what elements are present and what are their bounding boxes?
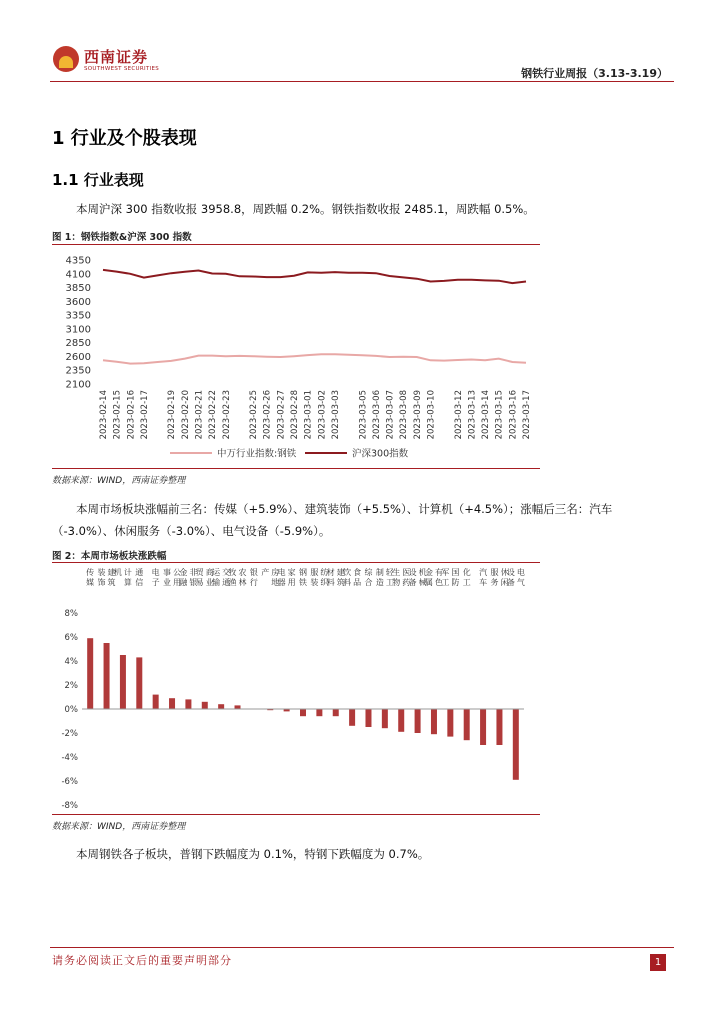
svg-text:易: 易: [195, 578, 204, 587]
x-tick-label: 2023-02-28: [290, 390, 301, 440]
svg-text:闲: 闲: [500, 578, 509, 587]
figure2-source: 数据来源：WIND，西南证券整理: [52, 822, 186, 832]
svg-text:渔: 渔: [228, 578, 237, 587]
y-tick-label: -8%: [61, 801, 78, 811]
category-label: [98, 567, 116, 587]
svg-text:钢: 钢: [299, 568, 307, 577]
svg-text:国: 国: [451, 568, 460, 577]
bar: [169, 698, 175, 709]
figure1-source: 数据来源：WIND，西南证券整理: [52, 476, 186, 486]
x-tick-label: 2023-03-15: [494, 390, 505, 440]
steel-index-line: [103, 354, 526, 363]
svg-text:建: 建: [107, 568, 116, 577]
svg-text:色: 色: [434, 578, 443, 587]
x-tick-label: 2023-03-06: [371, 390, 382, 440]
y-tick-label: 3350: [65, 310, 91, 322]
svg-text:备: 备: [408, 578, 417, 587]
x-tick-label: 2023-03-02: [317, 390, 328, 440]
svg-text:林: 林: [238, 578, 247, 587]
bar: [398, 709, 404, 732]
svg-text:织: 织: [320, 578, 329, 587]
x-tick-label: 2023-03-10: [426, 390, 437, 440]
x-tick-label: 2023-02-17: [139, 390, 150, 440]
bar: [382, 709, 388, 728]
svg-text:传: 传: [86, 568, 95, 577]
svg-text:非: 非: [189, 568, 198, 577]
svg-text:械: 械: [418, 578, 427, 587]
bar: [120, 655, 126, 709]
figure2-bottom-rule: [52, 814, 540, 815]
svg-text:工: 工: [441, 578, 450, 587]
svg-text:综: 综: [364, 568, 373, 577]
paragraph-subsector: 本周钢铁各子板块，普钢下跌幅度为 0.1%，特钢下跌幅度为 0.7%。: [76, 847, 430, 861]
x-tick-label: 2023-02-16: [126, 390, 137, 440]
svg-text:合: 合: [364, 578, 373, 587]
svg-text:汽: 汽: [479, 568, 488, 577]
y-tick-label: 3850: [65, 283, 91, 295]
svg-text:公: 公: [173, 568, 182, 577]
x-tick-label: 2023-03-05: [358, 390, 369, 440]
svg-text:房: 房: [271, 568, 280, 577]
y-tick-label: 2350: [65, 365, 91, 377]
logo-icon: [53, 46, 79, 72]
category-label: [441, 568, 459, 587]
subsection-heading: 1.1 行业表现: [52, 171, 144, 189]
x-tick-label: 2023-03-13: [467, 390, 478, 440]
svg-text:计: 计: [123, 568, 132, 577]
category-label: [212, 567, 230, 587]
legend-label-hs300: 沪深300指数: [352, 448, 409, 460]
svg-text:贸: 贸: [195, 568, 204, 577]
figure1-caption: 图 1：钢铁指数&沪深 300 指数: [52, 232, 192, 243]
category-label: [163, 567, 181, 587]
category-label: [250, 567, 258, 587]
svg-text:输: 输: [212, 578, 221, 587]
bar: [218, 704, 224, 709]
svg-text:料: 料: [326, 578, 335, 587]
category-label: [114, 567, 132, 587]
svg-text:有: 有: [434, 568, 443, 577]
x-tick-label: 2023-03-09: [412, 390, 423, 440]
bar: [87, 638, 93, 709]
category-label: [299, 567, 307, 587]
bar: [447, 709, 453, 737]
svg-text:服: 服: [310, 568, 319, 577]
bar: [415, 709, 421, 733]
x-tick-label: 2023-03-07: [385, 390, 396, 440]
svg-text:食: 食: [353, 568, 362, 577]
figure1-top-rule: [52, 244, 540, 245]
y-tick-label: 4%: [64, 657, 78, 667]
svg-text:银: 银: [249, 568, 258, 577]
svg-text:事: 事: [163, 568, 172, 577]
svg-text:纺: 纺: [320, 568, 329, 577]
category-label: [135, 567, 143, 587]
svg-text:农: 农: [238, 568, 247, 577]
header-divider: [50, 81, 674, 82]
svg-text:产: 产: [261, 568, 270, 577]
y-tick-label: 4350: [65, 255, 91, 267]
x-tick-label: 2023-03-03: [330, 390, 341, 440]
bar: [496, 709, 502, 745]
svg-text:家: 家: [287, 568, 296, 577]
x-tick-label: 2023-02-20: [180, 390, 191, 440]
section-heading: 1 行业及个股表现: [52, 128, 197, 149]
svg-text:银: 银: [189, 578, 198, 587]
svg-text:备: 备: [506, 578, 515, 587]
svg-text:电: 电: [516, 568, 525, 577]
category-label: [179, 567, 197, 587]
svg-text:融: 融: [179, 578, 188, 587]
svg-text:铁: 铁: [299, 578, 307, 587]
svg-text:工: 工: [462, 578, 471, 587]
svg-text:制: 制: [375, 568, 384, 577]
y-tick-label: 3100: [65, 324, 91, 336]
x-tick-label: 2023-02-27: [276, 390, 287, 440]
svg-text:军: 军: [441, 568, 450, 577]
logo-subtitle: SOUTHWEST SECURITIES: [84, 66, 160, 72]
svg-text:通: 通: [135, 568, 144, 577]
svg-text:算: 算: [123, 578, 132, 587]
svg-text:业: 业: [163, 578, 172, 587]
svg-text:金: 金: [424, 568, 433, 577]
svg-text:材: 材: [326, 568, 335, 577]
y-tick-label: 2850: [65, 338, 91, 350]
category-label: [278, 567, 296, 587]
x-tick-label: 2023-02-21: [194, 390, 205, 440]
svg-text:机: 机: [418, 568, 427, 577]
svg-text:用: 用: [173, 578, 182, 587]
category-label: [490, 567, 508, 587]
svg-text:信: 信: [135, 578, 144, 587]
bar: [431, 709, 437, 734]
y-tick-label: 2%: [64, 681, 78, 691]
svg-text:物: 物: [392, 578, 401, 587]
svg-text:药: 药: [402, 578, 411, 587]
category-label: [86, 567, 94, 587]
svg-text:生: 生: [392, 568, 401, 577]
footer-divider: [50, 947, 674, 948]
y-tick-label: 8%: [64, 609, 78, 619]
svg-text:料: 料: [343, 578, 352, 587]
figure1-bottom-rule: [52, 468, 540, 469]
svg-text:品: 品: [353, 578, 362, 587]
y-tick-label: 2100: [65, 379, 91, 391]
y-tick-label: 3600: [65, 296, 91, 308]
category-label: [196, 567, 214, 587]
svg-text:化: 化: [462, 568, 471, 577]
index-line-chart: [52, 246, 542, 466]
bar: [365, 709, 371, 727]
legend-label-steel: 中万行业指数:钢铁: [217, 448, 297, 460]
svg-text:轻: 轻: [385, 568, 394, 577]
svg-text:地: 地: [271, 578, 280, 587]
y-tick-label: 6%: [64, 633, 78, 643]
bar: [104, 643, 110, 709]
category-label: [463, 567, 471, 587]
category-label: [152, 567, 160, 587]
svg-text:车: 车: [479, 578, 488, 587]
svg-text:服: 服: [490, 568, 499, 577]
report-title: 钢铁行业周报（3.13-3.19）: [521, 67, 668, 80]
svg-text:防: 防: [451, 578, 460, 587]
svg-text:饰: 饰: [97, 578, 106, 587]
bar: [349, 709, 355, 726]
svg-text:牧: 牧: [228, 568, 237, 577]
y-tick-label: 2600: [65, 351, 91, 363]
svg-text:行: 行: [249, 578, 258, 587]
svg-text:器: 器: [277, 578, 286, 587]
category-label: [343, 567, 361, 587]
x-tick-label: 2023-03-17: [522, 390, 532, 440]
svg-text:属: 属: [424, 578, 433, 587]
bar: [464, 709, 470, 740]
svg-text:设: 设: [506, 568, 515, 577]
x-tick-label: 2023-03-16: [508, 390, 519, 440]
y-tick-label: -4%: [61, 753, 78, 763]
svg-text:装: 装: [310, 578, 319, 587]
bar: [185, 699, 191, 709]
x-tick-label: 2023-02-23: [221, 390, 232, 440]
sector-bar-chart: [52, 563, 542, 813]
svg-text:医: 医: [402, 568, 411, 577]
bar: [316, 709, 322, 716]
svg-text:工: 工: [385, 578, 394, 587]
svg-text:运: 运: [212, 568, 221, 577]
svg-text:金: 金: [179, 568, 188, 577]
bar: [480, 709, 486, 745]
bar: [136, 657, 142, 709]
category-label: [425, 567, 443, 587]
bar: [300, 709, 306, 716]
bar: [202, 702, 208, 709]
x-tick-label: 2023-02-25: [249, 390, 260, 440]
y-tick-label: 0%: [64, 705, 78, 715]
x-tick-label: 2023-02-15: [112, 390, 123, 440]
x-tick-label: 2023-03-14: [481, 390, 492, 440]
figure2-caption: 图 2：本周市场板块涨跌幅: [52, 551, 167, 562]
svg-text:筑: 筑: [336, 578, 345, 587]
category-label: [409, 567, 427, 587]
svg-text:子: 子: [151, 578, 160, 587]
paragraph-index-summary: 本周沪深 300 指数收报 3958.8，周跌幅 0.2%。钢铁指数收报 2485.1，周跌幅 0.5%。: [76, 202, 535, 216]
x-tick-label: 2023-02-19: [167, 390, 178, 440]
svg-text:电: 电: [277, 568, 286, 577]
category-label: [479, 567, 487, 587]
svg-text:机: 机: [113, 568, 122, 577]
page-number: 1: [650, 954, 666, 971]
x-tick-label: 2023-03-01: [303, 390, 314, 440]
category-label: [261, 567, 279, 587]
svg-text:业: 业: [205, 578, 214, 587]
category-label: [392, 567, 410, 587]
x-tick-label: 2023-02-14: [99, 390, 109, 440]
y-tick-label: -6%: [61, 777, 78, 787]
x-tick-label: 2023-02-26: [262, 390, 273, 440]
svg-text:造: 造: [375, 578, 384, 587]
bar: [333, 709, 339, 716]
svg-text:休: 休: [500, 568, 509, 577]
category-label: [507, 567, 525, 587]
footer-disclaimer: 请务必阅读正文后的重要声明部分: [52, 954, 232, 967]
x-tick-label: 2023-03-08: [399, 390, 410, 440]
bar: [153, 695, 159, 709]
bar: [513, 709, 519, 780]
bar: [235, 705, 241, 709]
svg-text:用: 用: [287, 578, 296, 587]
svg-text:媒: 媒: [86, 578, 95, 587]
paragraph-sector-ranking: 本周市场板块涨幅前三名：传媒（+5.9%）、建筑装饰（+5.5%）、计算机（+4.5%）；涨幅后三名：汽车（-3.0%）、休闲服务（-3.0%）、电气设备（-5.9%）。: [52, 502, 613, 538]
category-label: [327, 567, 345, 587]
svg-text:设: 设: [408, 568, 417, 577]
hs300-index-line: [103, 270, 526, 283]
y-tick-label: 4100: [65, 269, 91, 281]
x-tick-label: 2023-03-12: [453, 390, 464, 440]
svg-text:气: 气: [516, 578, 525, 587]
x-tick-label: 2023-02-22: [208, 390, 219, 440]
category-label: [229, 567, 247, 587]
logo-name: 西南证券: [84, 48, 149, 66]
category-label: [364, 567, 373, 587]
svg-text:电: 电: [151, 568, 160, 577]
svg-text:饮: 饮: [343, 568, 352, 577]
svg-text:交: 交: [222, 568, 231, 577]
svg-text:建: 建: [336, 568, 345, 577]
svg-text:通: 通: [222, 578, 231, 587]
svg-text:务: 务: [490, 578, 499, 587]
y-tick-label: -2%: [61, 729, 78, 739]
svg-text:装: 装: [97, 568, 106, 577]
svg-text:筑: 筑: [107, 578, 116, 587]
svg-text:商: 商: [205, 568, 214, 577]
